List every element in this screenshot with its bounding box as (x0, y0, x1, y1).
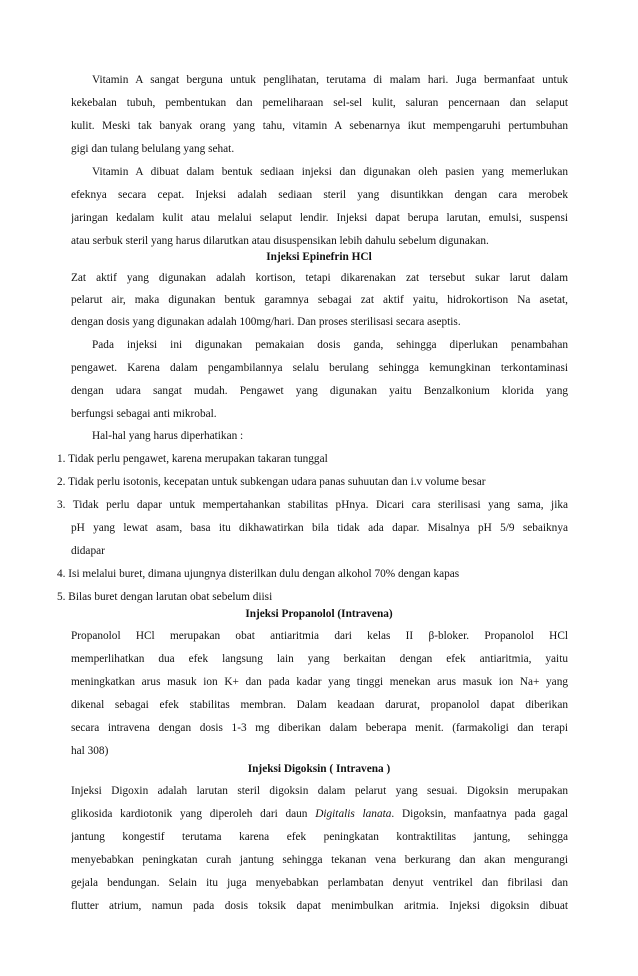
text-line: kekebalan tubuh, pembentukan dan pemeliharaan sel-sel kulit, saluran pencernaan dan selaput (71, 97, 568, 109)
text-line: meningkatkan arus masuk ion K+ dan pada kadar yang tinggi menekan arus masuk ion Na+ yang (71, 676, 568, 688)
text-line: dengan dosis yang digunakan adalah 100mg/hari. Dan proses sterilisasi secara aseptis. (71, 316, 461, 328)
text-line: atau serbuk steril yang harus dilarutkan atau disuspensikan lebih dahulu sebelum digunakan. (71, 235, 489, 247)
text-line: Hal-hal yang harus diperhatikan : (92, 430, 244, 442)
text-segment: glikosida kardiotonik yang diperoleh dari daun (71, 808, 316, 820)
list-item-continuation: didapar (71, 545, 105, 557)
text-segment: . Digoksin, manfaatnya pada gagal (391, 808, 568, 820)
list-item: 4. Isi melalui buret, dimana ujungnya disterilkan dulu dengan alkohol 70% dengan kapas (57, 568, 460, 580)
text-line: jaringan kedalam kulit atau melalui selaput lendir. Injeksi dapat berupa larutan, emulsi, suspensi (71, 212, 568, 224)
text-line: gejala bendungan. Selain itu juga menyebabkan perlambatan denyut ventrikel dan fibrilasi dan (71, 877, 568, 889)
text-line: Vitamin A sangat berguna untuk penglihatan, terutama di malam hari. Juga bermanfaat untuk (92, 74, 568, 86)
text-line: menyebabkan peningkatan curah jantung sehingga tekanan vena berkurang dan akan mengurangi (71, 854, 568, 866)
list-item: 5. Bilas buret dengan larutan obat sebelum diisi (57, 591, 273, 603)
text-line: efeknya secara cepat. Injeksi adalah sediaan steril yang disuntikkan dengan cara merobek (71, 189, 568, 201)
species-name: Digitalis lanata (315, 808, 392, 820)
text-line: hal 308) (71, 745, 109, 757)
list-item: 2. Tidak perlu isotonis, kecepatan untuk subkengan udara panas suhuutan dan i.v volume besar (57, 476, 486, 488)
text-line: pengawet. Karena dalam pengambilannya selalu berulang sehingga kemungkinan terkontaminasi (71, 362, 568, 374)
text-line: dengan udara sangat mudah. Pengawet yang digunakan yaitu Benzalkonium klorida yang (71, 385, 568, 397)
text-line (71, 807, 568, 821)
text-line: jantung kongestif terutama karena efek peningkatan kontraktilitas jantung, sehingga (71, 831, 568, 843)
text-line: pelarut air, maka digunakan bentuk garamnya sebagai zat aktif yaitu, hidrokortison Na asetat, (71, 294, 568, 306)
section-heading-digoksin: Injeksi Digoksin ( Intravena ) (247, 763, 391, 775)
text-line: Vitamin A dibuat dalam bentuk sediaan injeksi dan digunakan oleh pasien yang memerlukan (92, 166, 568, 178)
text-line: memperlihatkan dua efek langsung lain yang berkaitan dengan efek antiaritmia, yaitu (71, 653, 568, 665)
text-line: secara intravena dengan dosis 1-3 mg diberikan dalam beberapa menit. (farmakoligi dan terapi (71, 722, 568, 734)
text-line: berfungsi sebagai anti mikrobal. (71, 408, 217, 420)
list-item: 1. Tidak perlu pengawet, karena merupakan takaran tunggal (57, 453, 328, 465)
list-item-continuation: pH yang lewat asam, basa itu dikhawatirkan bila tidak ada dapar. Misalnya pH 5/9 sebaiknya (71, 522, 568, 534)
text-line: Pada injeksi ini digunakan pemakaian dosis ganda, sehingga diperlukan penambahan (92, 339, 568, 351)
text-line: flutter atrium, namun pada dosis toksik dapat menimbulkan aritmia. Injeksi digoksin dibuat (71, 900, 568, 912)
text-line: dikenal sebagai efek stabilitas membran. Dalam keadaan darurat, propanolol dapat diberikan (71, 699, 568, 711)
section-heading-propanolol: Injeksi Propanolol (Intravena) (245, 608, 393, 620)
list-item: 3. Tidak perlu dapar untuk mempertahankan stabilitas pHnya. Dicari cara sterilisasi yang sama, jika (57, 499, 568, 511)
text-line: gigi dan tulang belulang yang sehat. (71, 143, 235, 155)
text-line: Injeksi Digoxin adalah larutan steril digoksin dalam pelarut yang sesuai. Digoksin merupakan (71, 785, 568, 797)
text-line: Propanolol HCl merupakan obat antiaritmia dari kelas II β-bloker. Propanolol HCl (71, 630, 568, 642)
section-heading-epinefrin: Injeksi Epinefrin HCl (266, 251, 372, 263)
text-line: Zat aktif yang digunakan adalah kortison, tetapi dikarenakan zat tersebut sukar larut dalam (71, 272, 568, 284)
text-line: kulit. Meski tak banyak orang yang tahu, vitamin A sebenarnya ikut mempengaruhi pertumbuhan (71, 120, 568, 132)
